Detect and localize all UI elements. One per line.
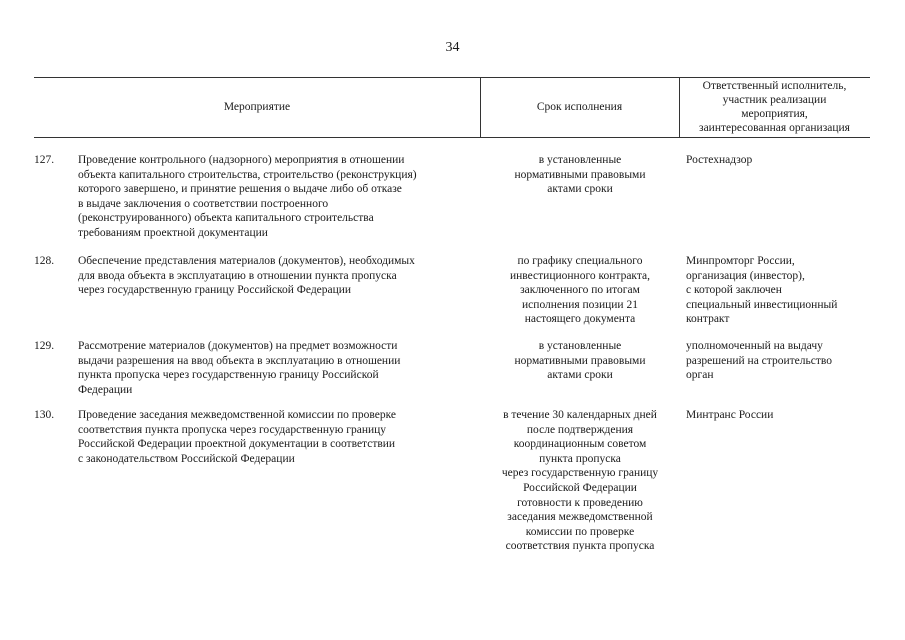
responsible-line: с которой заключен (686, 284, 782, 297)
responsible-line: уполномоченный на выдачу (686, 340, 823, 352)
term-line: через государственную границу (501, 467, 659, 480)
term-line: после подтверждения (526, 423, 634, 436)
term-line: в течение 30 календарных дней (503, 409, 657, 421)
row-term (480, 339, 680, 383)
term-line: комиссии по проверке (525, 525, 635, 538)
event-line: объекта капитального строительства, строительство (реконструкция) (78, 168, 417, 181)
responsible-line: Ростехнадзор (686, 154, 753, 166)
responsible-line: Минтранс России (686, 409, 774, 421)
page-number: 34 (445, 40, 460, 55)
responsible-line: орган (686, 369, 714, 382)
event-line: Проведение заседания межведомственной комиссии по проверке (78, 409, 397, 421)
term-line: исполнения позиции 21 (522, 298, 638, 311)
term-line: актами сроки (547, 369, 613, 382)
term-line: в установленные (538, 340, 622, 352)
row-number: 130. (34, 409, 55, 421)
row-term (480, 408, 680, 554)
row-term (480, 153, 680, 197)
row-number: 129. (34, 340, 55, 352)
header-responsible-line: мероприятия, (741, 108, 808, 120)
term-line: координационным советом (513, 438, 647, 451)
row-term (480, 254, 680, 327)
responsible-line: контракт (686, 313, 730, 326)
term-line: пункта пропуска (539, 452, 621, 465)
responsible-line: разрешений на строительство (686, 354, 832, 367)
event-line: в выдаче заключения о соответствии построенного (78, 197, 329, 210)
term-line: нормативными правовыми (514, 354, 646, 367)
term-line: в установленные (538, 154, 622, 166)
header-event: Мероприятие (223, 101, 291, 113)
responsible-line: специальный инвестиционный (686, 298, 838, 311)
term-line: заключенного по итогам (520, 284, 640, 297)
event-line: (реконструированного) объекта капитального строительства (78, 212, 374, 225)
term-line: готовности к проведению (517, 496, 643, 509)
event-line: Федерации (78, 383, 133, 396)
event-line: выдачи разрешения на ввод объекта в эксплуатацию в отношении (78, 354, 401, 367)
header-responsible-line: Ответственный исполнитель, (702, 80, 847, 92)
row-event (78, 408, 488, 466)
header-responsible-line: заинтересованная организация (699, 122, 850, 134)
event-line: с законодательством Российской Федерации (78, 452, 295, 465)
term-line: инвестиционного контракта, (509, 269, 651, 282)
header-responsible-line: участник реализации (722, 94, 827, 106)
event-line: пункта пропуска через государственную границу Российской (78, 369, 379, 382)
row-event (78, 339, 488, 397)
event-line: которого завершено, и принятие решения о выдаче либо об отказе (78, 183, 402, 196)
table-top-rule (34, 77, 870, 78)
row-responsible (686, 408, 876, 423)
row-responsible (686, 339, 876, 383)
event-line: Обеспечение представления материалов (документов), необходимых (78, 255, 415, 267)
row-responsible (686, 254, 876, 327)
event-line: для ввода объекта в эксплуатацию в отношении пункта пропуска (78, 269, 397, 282)
term-line: по графику специального (517, 255, 643, 267)
event-line: Рассмотрение материалов (документов) на предмет возможности (78, 340, 398, 352)
responsible-line: организация (инвестор), (686, 269, 805, 282)
event-line: Проведение контрольного (надзорного) мероприятия в отношении (78, 154, 405, 166)
term-line: актами сроки (547, 183, 613, 196)
term-line: заседания межведомственной (507, 511, 653, 524)
event-line: требованиям проектной документации (78, 226, 268, 239)
row-event (78, 254, 488, 298)
header-term: Срок исполнения (536, 101, 623, 113)
term-line: соответствия пункта пропуска (505, 540, 655, 553)
event-line: Российской Федерации проектной документации в соответствии (78, 438, 396, 451)
term-line: настоящего документа (524, 313, 636, 326)
table-header-rule (34, 137, 870, 138)
row-number: 127. (34, 154, 55, 166)
header-responsible (679, 79, 870, 135)
term-line: нормативными правовыми (514, 168, 646, 181)
row-event (78, 153, 488, 241)
row-number: 128. (34, 255, 55, 267)
row-responsible (686, 153, 876, 168)
responsible-line: Минпромторг России, (686, 255, 795, 267)
term-line: Российской Федерации (523, 481, 637, 494)
event-line: через государственную границу Российской Федерации (78, 284, 352, 297)
event-line: соответствия пункта пропуска через государственную границу (78, 423, 387, 436)
